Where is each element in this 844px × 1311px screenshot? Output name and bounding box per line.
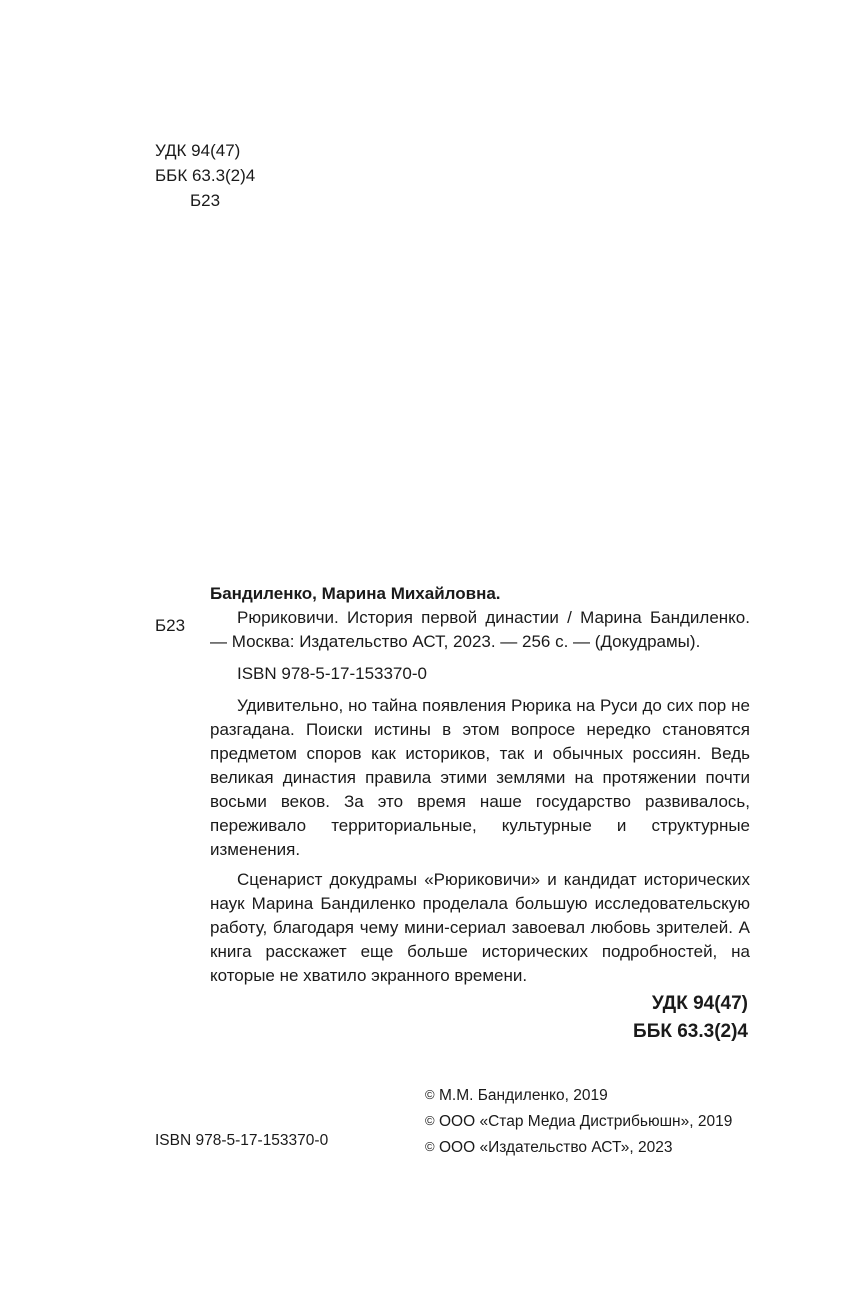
author-mark-top: Б23 (190, 191, 221, 210)
copyright-line: © ООО «Издательство АСТ», 2023 (425, 1134, 732, 1160)
udk-code-top: УДК 94(47) (155, 141, 241, 160)
bbk-code-top: ББК 63.3(2)4 (155, 166, 256, 185)
copyright-line: © ООО «Стар Медиа Дистрибьюшн», 2019 (425, 1108, 732, 1134)
author-mark-side: Б23 (155, 616, 186, 635)
record-isbn: ISBN 978-5-17-153370-0 (237, 664, 427, 683)
udk-code-bottom: УДК 94(47) (651, 993, 748, 1014)
record-bibliographic: Рюриковичи. История первой династии / Марина Бандиленко. — Москва: Издательство АСТ, 2023. — 256 с. — (Докудрамы). (210, 608, 750, 651)
copyright-icon: © (425, 1139, 435, 1154)
annotation-paragraph-2: Сценарист докудрамы «Рюриковичи» и кандидат исторических наук Марина Бандиленко проделала большую исследовательскую работу, благодаря чему мини-сериал завоевал любовь зрителей. А книга расскажет еще больше исторических подробностей, на которые не хватило экранного времени. (210, 870, 750, 985)
copyright-icon: © (425, 1087, 435, 1102)
annotation-paragraph-1: Удивительно, но тайна появления Рюрика на Руси до сих пор не разгадана. Поиски истины в этом вопросе нередко становятся предметом споров как историков, так и обычных россиян. Ведь великая династия правила этими землями на протяжении почти восьми веков. За это время наше государство развивалось, переживало территориальные, культурные и структурные изменения. (210, 696, 750, 859)
isbn-bottom: ISBN 978-5-17-153370-0 (155, 1132, 329, 1149)
record-author: Бандиленко, Марина Михайловна. (210, 584, 501, 603)
copyright-line: © М.М. Бандиленко, 2019 (425, 1082, 732, 1108)
classification-codes (633, 990, 748, 1046)
copyright-list (425, 1082, 732, 1160)
bbk-code-bottom: ББК 63.3(2)4 (633, 1021, 748, 1042)
catalog-record (210, 582, 750, 988)
copyright-icon: © (425, 1113, 435, 1128)
